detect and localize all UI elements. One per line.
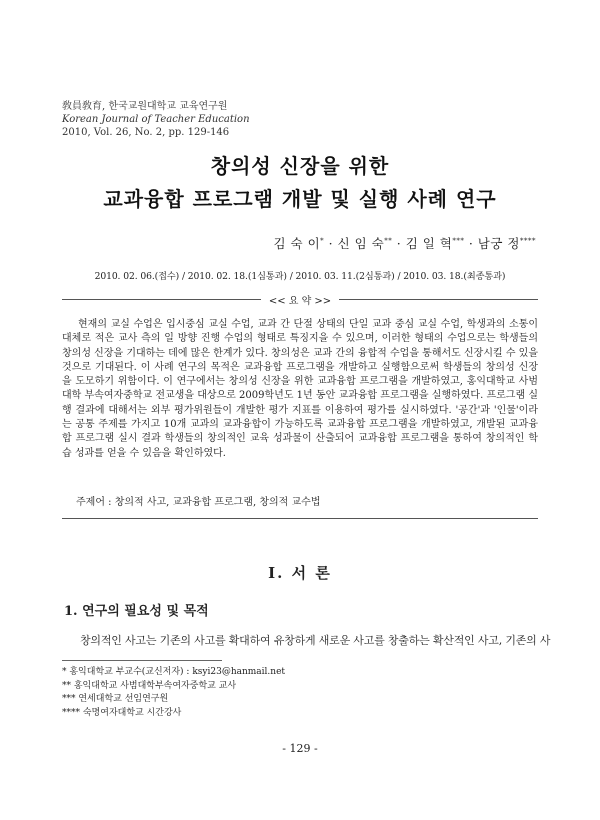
author-list bbox=[273, 234, 536, 252]
abstract-header bbox=[62, 292, 538, 307]
footnotes bbox=[62, 666, 285, 720]
journal-volume-info: 2010, Vol. 26, No. 2, pp. 129-146 bbox=[62, 127, 230, 138]
author-separator: · bbox=[324, 236, 338, 251]
journal-info bbox=[62, 100, 250, 139]
author-separator: · bbox=[392, 236, 406, 251]
paper-title-line-2: 교과융합 프로그램 개발 및 실행 사례 연구 bbox=[103, 187, 497, 211]
abstract-rule-left bbox=[62, 299, 261, 300]
footnote: ** 홍익대학교 사범대학부속여자중학교 교사 bbox=[62, 680, 237, 691]
footnote: * 홍익대학교 부교수(교신저자) : ksyi23@hanmail.net bbox=[62, 667, 286, 677]
author-mark: ** bbox=[384, 236, 393, 245]
section-heading: Ⅰ. 서 론 bbox=[268, 564, 332, 582]
author-name: 신 임 숙 bbox=[337, 236, 385, 251]
footnote-rule bbox=[62, 660, 222, 661]
abstract-text: 현재의 교실 수업은 입시중심 교실 수업, 교과 간 단절 상태의 단일 교과 중심 교실 수업, 학생과의 소통이 대체로 적은 교사 측의 일 방향 진행 수업의 형태로 특징지을 수 있으며, 이러한 형태의 수업으로는 학생들의 창의성 신장을 기대하는 데에 많은 한계가 있다. 창의성은 교과 간의 융합적 수업을 통해서도 신장시킬 수 있을 것으로 기대된다. 이 사례 연구의 목적은 교과융합 프로그램을 개발하고 실행함으로써 학생들의 창의성 신장을 도모하기 위함이다. 이 연구에서는 창의성 신장을 위한 교과융합 프로그램을 개발하였고, 홍익대학교 사범대학 부속여자중학교 전교생을 대상으로 2009학년도 1년 동안 교과융합 프로그램을 실행하였다. 프로그램 실행 결과에 대해서는 외부 평가위원들이 개발한 평가 지표를 이용하여 평가를 실시하였다. '공간'과 '인물'이라는 공통 주제를 가지고 10개 교과의 교과융합이 가능하도록 교과융합 프로그램을 개발하였고, 개발된 교과융합 프로그램 실시 결과 학생들의 창의적인 교육 성과물이 산출되어 교과융합 프로그램을 통하여 창의적인 학습 성과를 얻을 수 있음을 확인하였다. bbox=[62, 319, 538, 459]
abstract-label: << 요 약 >> bbox=[268, 296, 332, 307]
abstract-rule-right bbox=[339, 299, 538, 300]
footnote: **** 숙명여자대학교 시간강사 bbox=[62, 707, 182, 718]
author-name: 남궁 정 bbox=[477, 236, 520, 251]
review-dates: 2010. 02. 06.(접수) / 2010. 02. 18.(1심통과) / 2010. 03. 11.(2심통과) / 2010. 03. 18.(최종통과) bbox=[94, 271, 506, 282]
footnote: *** 연세대학교 선임연구원 bbox=[62, 694, 169, 704]
author-name: 김 일 혁 bbox=[405, 236, 453, 251]
journal-korean-name: 敎員敎育, 한국교원대학교 교육연구원 bbox=[62, 101, 228, 112]
keywords: 주제어 : 창의적 사고, 교과융합 프로그램, 창의적 교수법 bbox=[76, 497, 321, 508]
author-mark: **** bbox=[520, 236, 536, 245]
paper-title-line-1: 창의성 신장을 위한 bbox=[210, 154, 390, 178]
body-paragraph: 창의적인 사고는 기존의 사고를 확대하여 유창하게 새로운 사고를 창출하는 확산적인 사고, 기존의 사 bbox=[80, 634, 551, 647]
author-mark: *** bbox=[452, 236, 465, 245]
page-number: - 129 - bbox=[282, 742, 318, 755]
author-name: 김 숙 이 bbox=[273, 236, 321, 251]
journal-english-name: Korean Journal of Teacher Education bbox=[62, 114, 250, 125]
subsection-heading: 1. 연구의 필요성 및 목적 bbox=[64, 604, 209, 619]
abstract-divider bbox=[62, 518, 538, 519]
author-separator: · bbox=[464, 236, 478, 251]
author-mark: * bbox=[320, 236, 325, 245]
